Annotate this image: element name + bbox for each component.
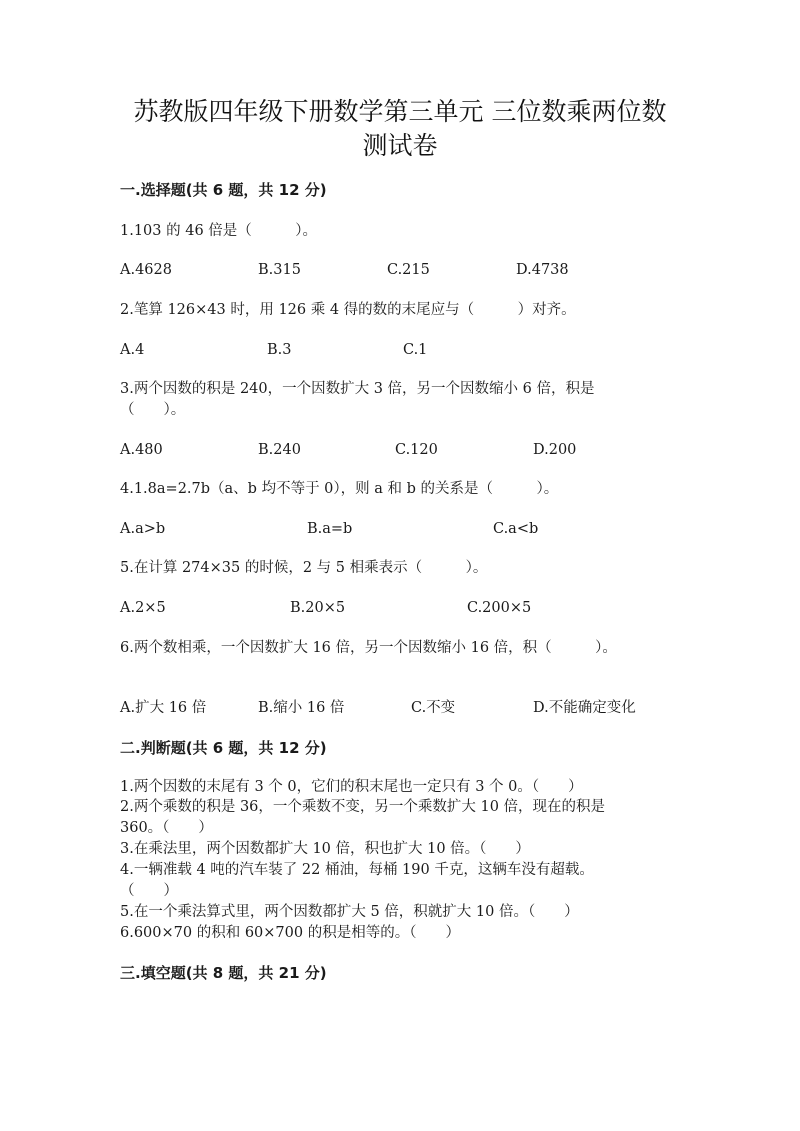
q6-option-d: D.不能确定变化 bbox=[533, 700, 636, 716]
question-2: 2.笔算 126×43 时，用 126 乘 4 得的数的末尾应与（ ）对齐。 bbox=[120, 302, 576, 318]
q2-option-a: A.4 bbox=[120, 342, 145, 358]
q6-option-b: B.缩小 16 倍 bbox=[258, 700, 345, 716]
q6-option-a: A.扩大 16 倍 bbox=[120, 700, 207, 716]
question-6: 6.两个数相乘，一个因数扩大 16 倍，另一个因数缩小 16 倍，积（ ）。 bbox=[120, 640, 617, 656]
q2-option-b: B.3 bbox=[267, 342, 292, 358]
q5-option-c: C.200×5 bbox=[467, 600, 532, 616]
section-heading-judge: 二.判断题(共 6 题，共 12 分) bbox=[120, 739, 327, 757]
section-heading-choice: 一.选择题(共 6 题，共 12 分) bbox=[120, 181, 327, 199]
q5-option-a: A.2×5 bbox=[120, 600, 166, 616]
q3-option-a: A.480 bbox=[120, 442, 163, 458]
q3-option-d: D.200 bbox=[533, 442, 577, 458]
exam-title-line-2: 测试卷 bbox=[362, 131, 438, 160]
q1-option-c: C.215 bbox=[387, 262, 430, 278]
question-1: 1.103 的 46 倍是（ ）。 bbox=[120, 223, 318, 239]
q2-option-c: C.1 bbox=[403, 342, 428, 358]
judge-line-1: 1.两个因数的末尾有 3 个 0，它们的积末尾也一定只有 3 个 0。（ ） bbox=[120, 779, 583, 795]
judge-line-2: 2.两个乘数的积是 36，一个乘数不变，另一个乘数扩大 10 倍，现在的积是 bbox=[120, 799, 606, 815]
q1-option-b: B.315 bbox=[258, 262, 301, 278]
question-5: 5.在计算 274×35 的时候，2 与 5 相乘表示（ ）。 bbox=[120, 560, 488, 576]
q6-option-c: C.不变 bbox=[411, 700, 456, 716]
question-4: 4.1.8a=2.7b（a、b 均不等于 0），则 a 和 b 的关系是（ ）。 bbox=[120, 481, 559, 497]
q3-option-c: C.120 bbox=[395, 442, 438, 458]
exam-title-line-1: 苏教版四年级下册数学第三单元 三位数乘两位数 bbox=[133, 97, 667, 126]
judge-line-7: 5.在一个乘法算式里，两个因数都扩大 5 倍，积就扩大 10 倍。（ ） bbox=[120, 904, 579, 920]
q4-option-c: C.a<b bbox=[493, 521, 539, 537]
judge-line-3: 360。（ ） bbox=[120, 820, 213, 836]
q3-option-b: B.240 bbox=[258, 442, 301, 458]
question-3-line-1: 3.两个因数的积是 240，一个因数扩大 3 倍，另一个因数缩小 6 倍，积是 bbox=[120, 381, 595, 397]
section-heading-fill: 三.填空题(共 8 题，共 21 分) bbox=[120, 964, 327, 982]
q1-option-a: A.4628 bbox=[120, 262, 172, 278]
q5-option-b: B.20×5 bbox=[290, 600, 346, 616]
judge-line-4: 3.在乘法里，两个因数都扩大 10 倍，积也扩大 10 倍。（ ） bbox=[120, 841, 530, 857]
judge-line-8: 6.600×70 的积和 60×700 的积是相等的。（ ） bbox=[120, 925, 460, 941]
judge-line-6: （ ） bbox=[120, 883, 178, 899]
judge-line-5: 4.一辆准载 4 吨的汽车装了 22 桶油，每桶 190 千克，这辆车没有超载。 bbox=[120, 862, 594, 878]
q1-option-d: D.4738 bbox=[516, 262, 569, 278]
question-3-line-2: （ ）。 bbox=[120, 402, 186, 418]
q4-option-b: B.a=b bbox=[307, 521, 353, 537]
q4-option-a: A.a>b bbox=[120, 521, 166, 537]
